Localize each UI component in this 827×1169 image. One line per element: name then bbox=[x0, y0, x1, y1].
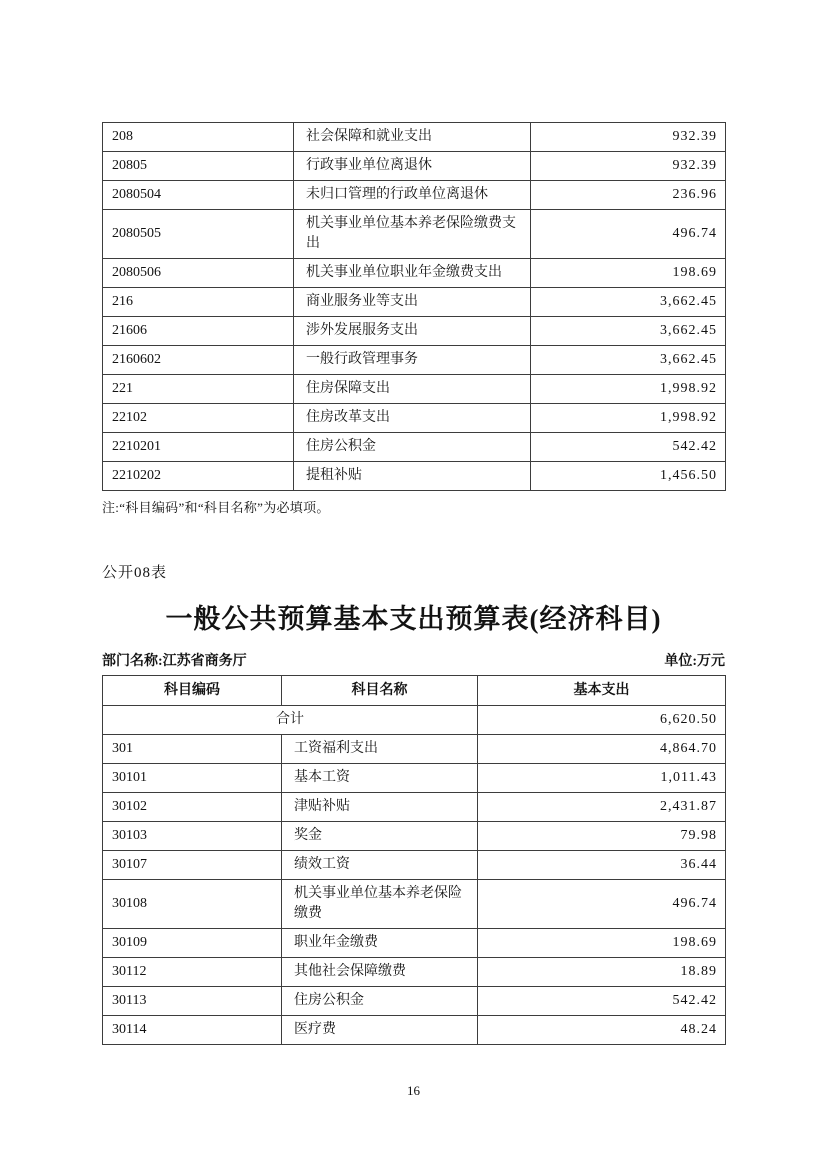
table-row bbox=[103, 123, 726, 152]
table-meta-row bbox=[102, 650, 725, 670]
table-row bbox=[103, 987, 726, 1016]
subject-code-cell: 301 bbox=[103, 735, 282, 764]
subject-name-cell: 住房改革支出 bbox=[294, 404, 531, 433]
unit-value: 万元 bbox=[697, 654, 725, 669]
amount-cell: 1,456.50 bbox=[531, 462, 726, 491]
subject-name-cell: 商业服务业等支出 bbox=[294, 288, 531, 317]
table-row bbox=[103, 346, 726, 375]
amount-cell: 1,011.43 bbox=[478, 764, 726, 793]
economic-budget-table bbox=[102, 675, 726, 1045]
subject-name-cell: 住房公积金 bbox=[282, 987, 478, 1016]
amount-cell: 3,662.45 bbox=[531, 288, 726, 317]
page-number: 16 bbox=[407, 1083, 420, 1098]
subject-code-cell: 30102 bbox=[103, 793, 282, 822]
amount-cell: 3,662.45 bbox=[531, 346, 726, 375]
subject-code-cell: 208 bbox=[103, 123, 294, 152]
amount-cell: 496.74 bbox=[478, 880, 726, 929]
subject-name-cell: 奖金 bbox=[282, 822, 478, 851]
table-row bbox=[103, 317, 726, 346]
economic-budget-table-header bbox=[103, 676, 726, 706]
header-subject-name: 科目名称 bbox=[282, 676, 478, 706]
subject-name-cell: 津贴补贴 bbox=[282, 793, 478, 822]
table-row bbox=[103, 822, 726, 851]
subject-name-cell: 行政事业单位离退休 bbox=[294, 152, 531, 181]
department-value: 江苏省商务厅 bbox=[162, 654, 247, 669]
table-row bbox=[103, 793, 726, 822]
table-row bbox=[103, 181, 726, 210]
header-basic-expenditure: 基本支出 bbox=[478, 676, 726, 706]
functional-budget-table-body bbox=[103, 123, 726, 491]
subject-name-cell: 一般行政管理事务 bbox=[294, 346, 531, 375]
subject-name-cell: 机关事业单位基本养老保险缴费 bbox=[282, 880, 478, 929]
subject-name-cell: 社会保障和就业支出 bbox=[294, 123, 531, 152]
subject-code-cell: 30113 bbox=[103, 987, 282, 1016]
amount-cell: 1,998.92 bbox=[531, 375, 726, 404]
department-name bbox=[102, 650, 247, 670]
department-label: 部门名称: bbox=[102, 654, 163, 669]
subject-code-cell: 216 bbox=[103, 288, 294, 317]
amount-cell: 48.24 bbox=[478, 1016, 726, 1045]
header-subject-code: 科目编码 bbox=[103, 676, 282, 706]
subject-code-cell: 30112 bbox=[103, 958, 282, 987]
subject-code-cell: 22102 bbox=[103, 404, 294, 433]
amount-cell: 4,864.70 bbox=[478, 735, 726, 764]
subject-code-cell: 2080504 bbox=[103, 181, 294, 210]
table-row bbox=[103, 880, 726, 929]
subject-code-cell: 2210202 bbox=[103, 462, 294, 491]
subject-code-cell: 2160602 bbox=[103, 346, 294, 375]
subject-code-cell: 30109 bbox=[103, 929, 282, 958]
subject-name-cell: 涉外发展服务支出 bbox=[294, 317, 531, 346]
subject-code-cell: 21606 bbox=[103, 317, 294, 346]
subject-code-cell: 2080505 bbox=[103, 210, 294, 259]
table-row bbox=[103, 259, 726, 288]
table-row bbox=[103, 462, 726, 491]
subject-name-cell: 工资福利支出 bbox=[282, 735, 478, 764]
total-row bbox=[103, 706, 726, 735]
subject-code-cell: 2210201 bbox=[103, 433, 294, 462]
header-row bbox=[103, 676, 726, 706]
unit-label bbox=[664, 650, 725, 670]
table-row bbox=[103, 375, 726, 404]
subject-code-cell: 221 bbox=[103, 375, 294, 404]
amount-cell: 2,431.87 bbox=[478, 793, 726, 822]
amount-cell: 496.74 bbox=[531, 210, 726, 259]
unit-label-text: 单位: bbox=[664, 654, 697, 669]
table-row bbox=[103, 958, 726, 987]
subject-code-cell: 30103 bbox=[103, 822, 282, 851]
table-row bbox=[103, 288, 726, 317]
amount-cell: 932.39 bbox=[531, 152, 726, 181]
subject-name-cell: 其他社会保障缴费 bbox=[282, 958, 478, 987]
amount-cell: 79.98 bbox=[478, 822, 726, 851]
total-amount-cell: 6,620.50 bbox=[478, 706, 726, 735]
amount-cell: 236.96 bbox=[531, 181, 726, 210]
amount-cell: 198.69 bbox=[531, 259, 726, 288]
page-content bbox=[102, 0, 725, 1045]
subject-name-cell: 提租补贴 bbox=[294, 462, 531, 491]
subject-name-cell: 未归口管理的行政单位离退休 bbox=[294, 181, 531, 210]
table-row bbox=[103, 851, 726, 880]
subject-code-cell: 30107 bbox=[103, 851, 282, 880]
amount-cell: 1,998.92 bbox=[531, 404, 726, 433]
required-fields-note: 注:“科目编码”和“科目名称”为必填项。 bbox=[102, 500, 330, 515]
subject-code-cell: 2080506 bbox=[103, 259, 294, 288]
table-row bbox=[103, 210, 726, 259]
subject-code-cell: 30101 bbox=[103, 764, 282, 793]
subject-name-cell: 医疗费 bbox=[282, 1016, 478, 1045]
table-row bbox=[103, 404, 726, 433]
amount-cell: 542.42 bbox=[531, 433, 726, 462]
amount-cell: 36.44 bbox=[478, 851, 726, 880]
table-row bbox=[103, 152, 726, 181]
table-row bbox=[103, 735, 726, 764]
table-row bbox=[103, 764, 726, 793]
subject-code-cell: 20805 bbox=[103, 152, 294, 181]
subject-name-cell: 住房保障支出 bbox=[294, 375, 531, 404]
total-label-cell: 合计 bbox=[103, 706, 478, 735]
economic-budget-table-body bbox=[103, 706, 726, 735]
table-row bbox=[103, 433, 726, 462]
functional-budget-table-continuation bbox=[102, 122, 726, 491]
subject-name-cell: 机关事业单位基本养老保险缴费支出 bbox=[294, 210, 531, 259]
amount-cell: 18.89 bbox=[478, 958, 726, 987]
subject-name-cell: 绩效工资 bbox=[282, 851, 478, 880]
amount-cell: 3,662.45 bbox=[531, 317, 726, 346]
economic-budget-rows bbox=[103, 735, 726, 1045]
amount-cell: 932.39 bbox=[531, 123, 726, 152]
table-row bbox=[103, 1016, 726, 1045]
subject-name-cell: 住房公积金 bbox=[294, 433, 531, 462]
subject-name-cell: 职业年金缴费 bbox=[282, 929, 478, 958]
report-title: 一般公共预算基本支出预算表(经济科目) bbox=[165, 604, 662, 634]
subject-code-cell: 30114 bbox=[103, 1016, 282, 1045]
table-row bbox=[103, 929, 726, 958]
subject-code-cell: 30108 bbox=[103, 880, 282, 929]
amount-cell: 198.69 bbox=[478, 929, 726, 958]
amount-cell: 542.42 bbox=[478, 987, 726, 1016]
subject-name-cell: 机关事业单位职业年金缴费支出 bbox=[294, 259, 531, 288]
table-number-label: 公开08表 bbox=[102, 565, 168, 581]
subject-name-cell: 基本工资 bbox=[282, 764, 478, 793]
